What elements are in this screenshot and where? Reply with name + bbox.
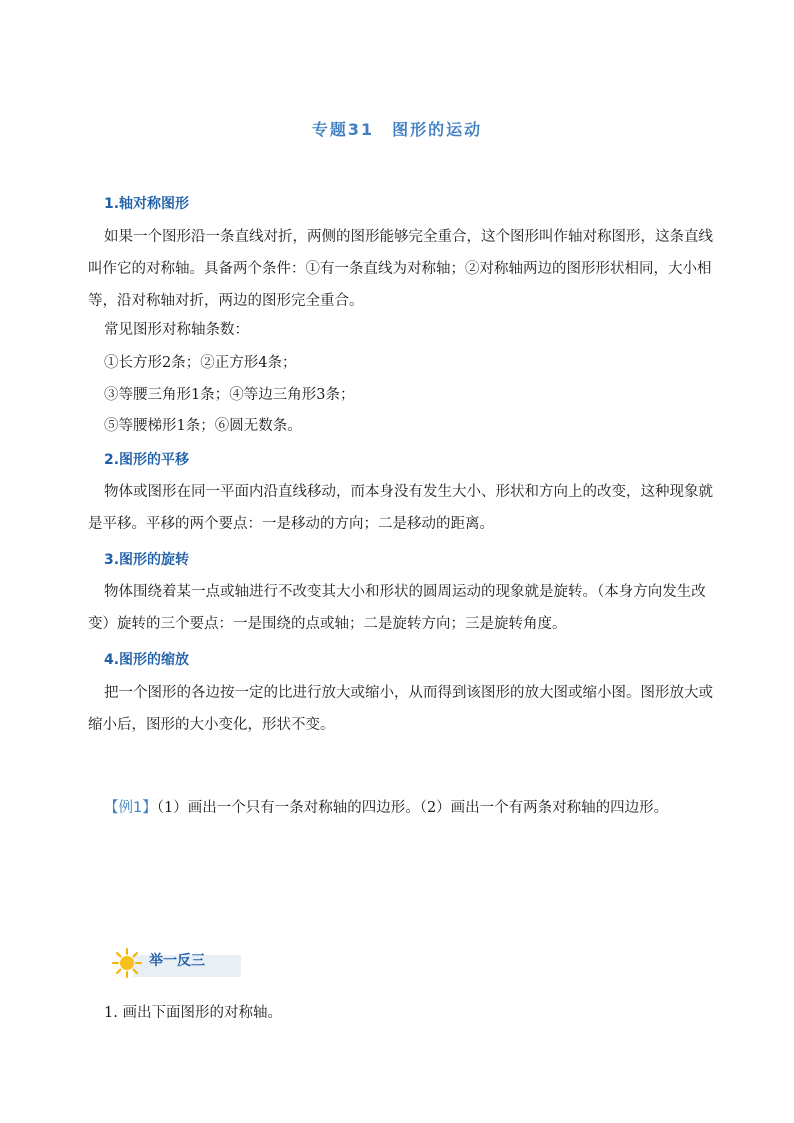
section-heading-rotation: 3.图形的旋转 xyxy=(104,552,190,568)
symmetry-count-item: ③等腰三角形1条；④等边三角形3条； xyxy=(104,387,355,403)
sun-icon xyxy=(111,947,143,979)
badge-label: 举一反三 xyxy=(149,953,205,969)
section-body-translation: 物体或图形在同一平面内沿直线移动，而本身没有发生大小、形状和方向上的改变，这种现象就是平移。平移的两个要点：一是移动的方向；二是移动的距离。 xyxy=(88,484,713,532)
symmetry-count-item: ⑤等腰梯形1条；⑥圆无数条。 xyxy=(104,418,302,434)
example-tag: 【例1】 xyxy=(104,800,157,816)
exercise-1: 1. 画出下面图形的对称轴。 xyxy=(104,1005,282,1021)
example-text: （1）画出一个只有一条对称轴的四边形。（2）画出一个有两条对称轴的四边形。 xyxy=(156,800,669,816)
practice-badge xyxy=(111,947,241,977)
page-title: 专题31 图形的运动 xyxy=(311,120,483,139)
symmetry-count-item: ①长方形2条；②正方形4条； xyxy=(104,355,297,371)
section-body-rotation: 物体围绕着某一点或轴进行不改变其大小和形状的圆周运动的现象就是旋转。（本身方向发生改变）旋转的三个要点：一是围绕的点或轴；二是旋转方向；三是旋转角度。 xyxy=(88,584,706,632)
section-body-axis-symmetry: 如果一个图形沿一条直线对折，两侧的图形能够完全重合，这个图形叫作轴对称图形，这条直线叫作它的对称轴。具备两个条件：①有一条直线为对称轴；②对称轴两边的图形形状相同，大小相等，沿对称轴对折，两边的图形完全重合。 xyxy=(88,229,713,309)
symmetry-count-heading: 常见图形对称轴条数： xyxy=(104,322,249,338)
section-heading-translation: 2.图形的平移 xyxy=(104,452,190,468)
section-body-scaling: 把一个图形的各边按一定的比进行放大或缩小，从而得到该图形的放大图或缩小图。图形放大或缩小后，图形的大小变化，形状不变。 xyxy=(88,685,713,733)
section-heading-axis-symmetry: 1.轴对称图形 xyxy=(104,196,190,212)
section-heading-scaling: 4.图形的缩放 xyxy=(104,652,190,668)
example-1 xyxy=(88,793,714,824)
